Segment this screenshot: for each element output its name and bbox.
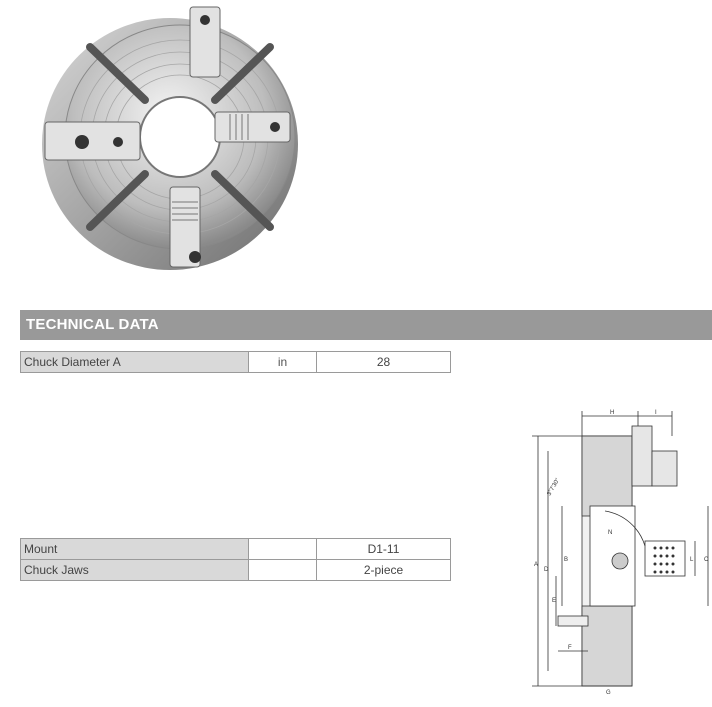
dim-label-n: N [608, 530, 613, 536]
spec-label: Mount [21, 539, 249, 560]
section-title: TECHNICAL DATA [26, 316, 159, 333]
spec-table-top [20, 351, 451, 373]
spec-unit [249, 560, 317, 581]
spec-table-bottom [20, 538, 451, 581]
dim-label-b: B [564, 557, 569, 563]
chuck-product-image [30, 2, 310, 277]
table-row [21, 560, 451, 581]
spec-value: 28 [317, 352, 451, 373]
technical-data-header [20, 310, 712, 340]
dim-label-c: C [704, 557, 709, 563]
dim-label-e: E [552, 598, 557, 604]
dim-label-g: G [606, 690, 611, 696]
spec-unit: in [249, 352, 317, 373]
table-row [21, 352, 451, 373]
dim-label-a: A [534, 562, 539, 568]
dim-label-f: F [568, 645, 572, 651]
table-row [21, 539, 451, 560]
dim-label-h: H [610, 410, 615, 416]
spec-label: Chuck Jaws [21, 560, 249, 581]
dim-label-i: I [655, 410, 657, 416]
spec-label: Chuck Diameter A [21, 352, 249, 373]
dim-label-angle: 3°7'30" [546, 477, 562, 497]
spec-unit [249, 539, 317, 560]
dim-label-l: L [690, 557, 694, 563]
dim-label-d: D [544, 567, 549, 573]
spec-value: D1-11 [317, 539, 451, 560]
chuck-technical-drawing [520, 406, 712, 696]
spec-value: 2-piece [317, 560, 451, 581]
